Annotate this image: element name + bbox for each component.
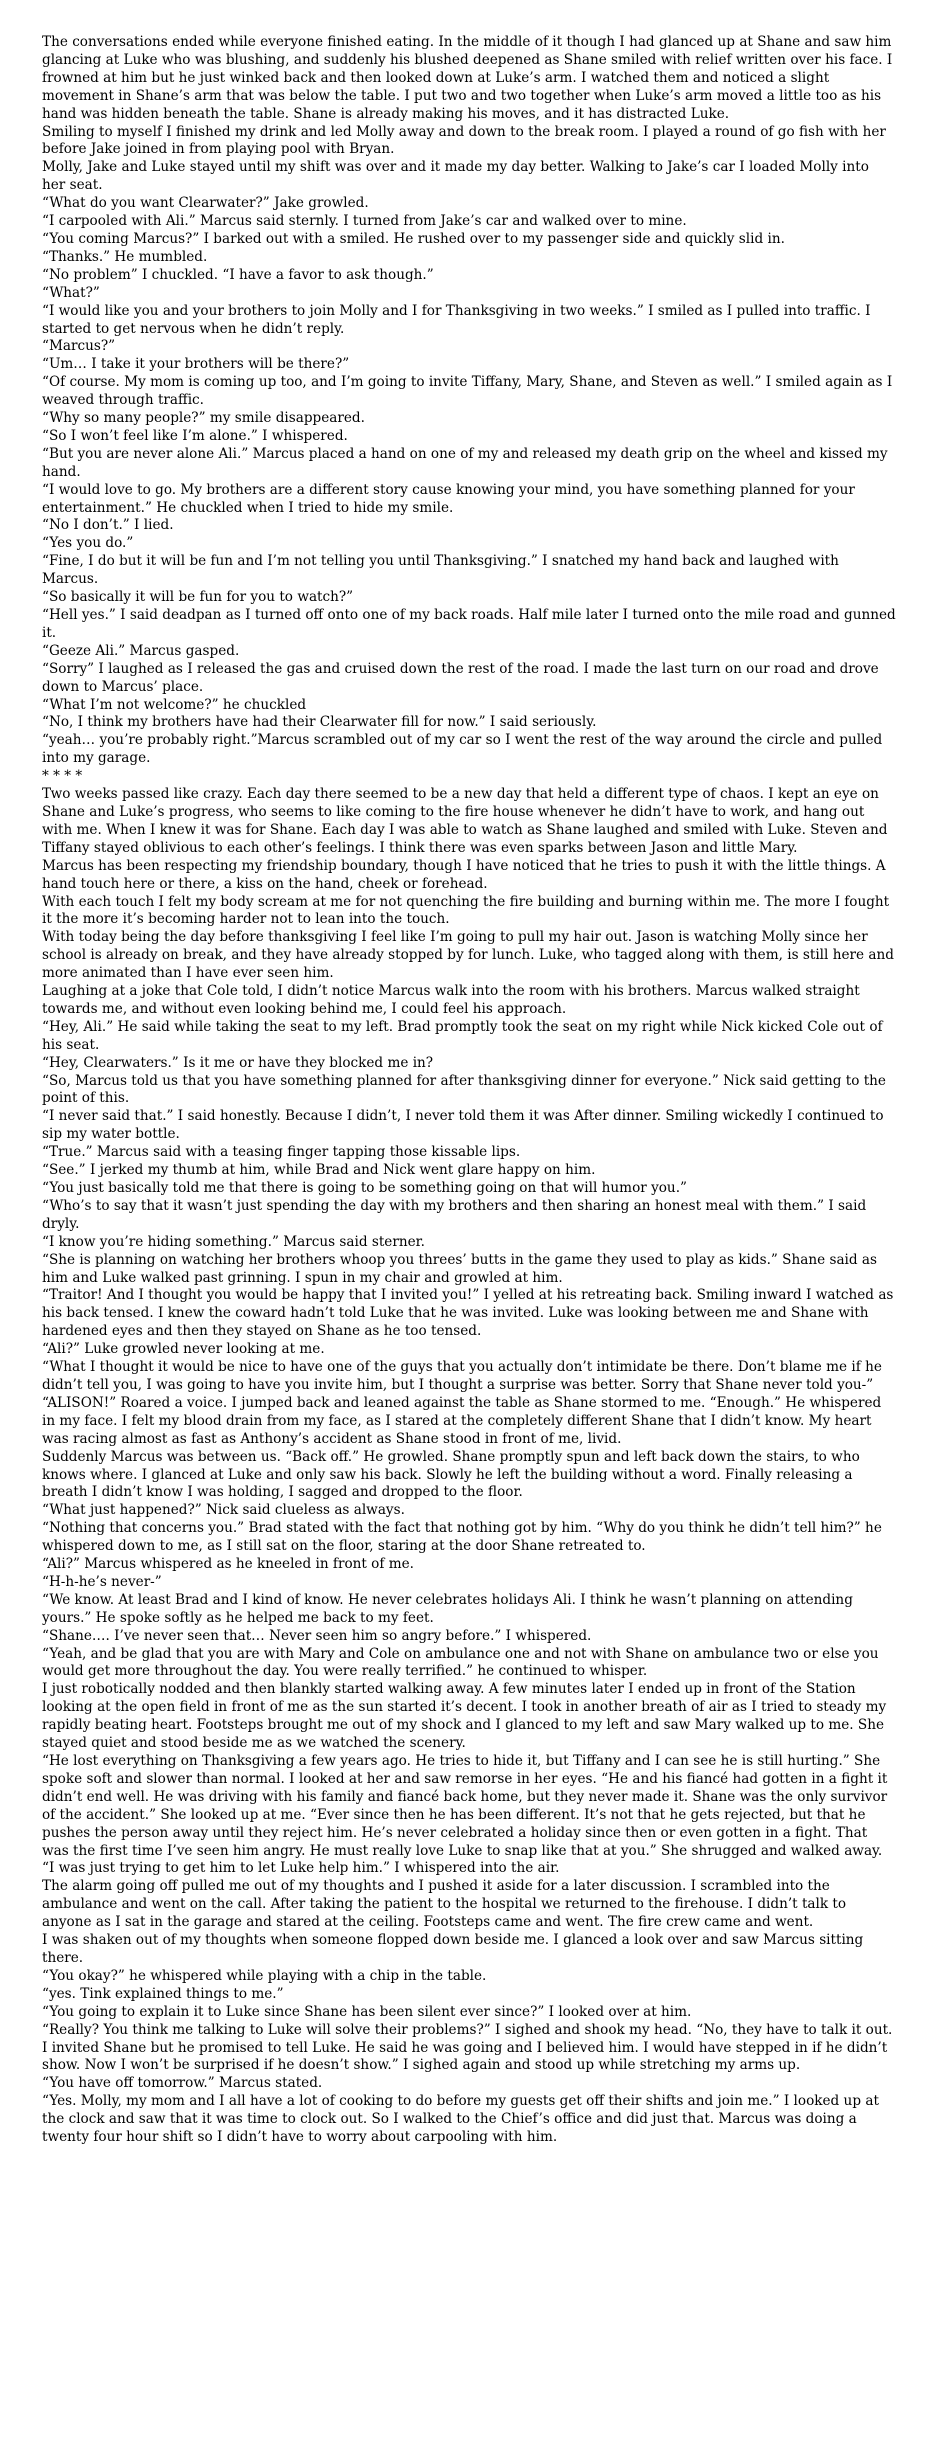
paragraph: Laughing at a joke that Cole told, I didn’t notice Marcus walk into the room with his brothers. Marcus walked straight towards me, and without even looking behind me, I could feel his approach.	[42, 983, 860, 1017]
paragraph: “What I thought it would be nice to have one of the guys that you actually don’t intimidate be there. Don’t blame me if he didn’t tell you, I was going to have you invite him, but I thought a surprise was better. Sorry that Shane never told you-”	[42, 1359, 882, 1393]
paragraph: “Yeah, and be glad that you are with Mary and Cole on ambulance one and not with Shane on ambulance two or else you would get more throughout the day. You were really terrified.” he continued to whisper.	[42, 1645, 879, 1680]
paragraph: I just robotically nodded and then blankly started walking away. A few minutes later I ended up in front of the Station looking at the open field in front of me as the sun started it’s decent. I took in another breath of air as I tried to steady my rapidly beating heart. Footsteps brought me out of my shock and I glanced to my left and saw Mary walked up to me. She stayed quiet and stood beside me as we watched the scenery.	[42, 1681, 887, 1752]
paragraph: “Nothing that concerns you.” Brad stated with the fact that nothing got by him. “Why do you think he didn’t tell him?” he whispered down to me, as I still sat on the floor, staring at the door Shane retreated to.	[42, 1520, 882, 1555]
paragraph: “True.” Marcus said with a teasing finger tapping those kissable lips.	[42, 1144, 521, 1161]
paragraph: “Ali?” Luke growled never looking at me.	[42, 1341, 325, 1358]
paragraph: “Hell yes.” I said deadpan as I turned off onto one of my back roads. Half mile later I turned onto the mile road and gunned it.	[42, 607, 896, 641]
paragraph: “Hey, Ali.” He said while taking the seat to my left. Brad promptly took the seat on my right while Nick kicked Cole out of his seat.	[42, 1018, 883, 1053]
paragraph: “yes. Tink explained things to me.”	[42, 1985, 284, 2002]
paragraph: “ALISON!” Roared a voice. I jumped back and leaned against the table as Shane stormed to me. “Enough.” He whispered in my face. I felt my blood drain from my face, as I stared at the completely different Shane that I didn’t know. My heart was racing almost as fast as Anthony’s accident as Shane stood in front of me, livid.	[42, 1394, 882, 1447]
paragraph: “We know. At least Brad and I kind of know. He never celebrates holidays Ali. I think he wasn’t planning on attending yours.” He spoke softly as he helped me back to my feet.	[42, 1591, 853, 1626]
paragraph: The conversations ended while everyone finished eating. In the middle of it though I had glanced up at Shane and saw him glancing at Luke who was blushing, and suddenly his blushed deepened as Shane smiled with relief written over his face. I frowned at him but he just winked back and then looked down at Luke’s arm. I watched them and noticed a slight movement in Shane’s arm that was below the table. I put two and two together when Luke’s arm moved a little too as his hand was hidden beneath the table. Shane is already making his moves, and it has distracted Luke.	[42, 34, 893, 122]
story-text	[42, 34, 896, 2147]
paragraph: “You coming Marcus?” I barked out with a smiled. He rushed over to my passenger side and quickly slid in.	[42, 230, 785, 247]
paragraph: “I know you’re hiding something.” Marcus said sterner.	[42, 1233, 425, 1250]
paragraph: The alarm going off pulled me out of my thoughts and I pushed it aside for a later discussion. I scrambled into the ambulance and went on the call. After taking the patient to the hospital we returned to the firehouse. I didn’t talk to anyone as I sat in the garage and stared at the ceiling. Footsteps came and went. The fire crew came and went.	[42, 1878, 847, 1931]
paragraph: Two weeks passed like crazy. Each day there seemed to be a new day that held a different type of chaos. I kept an eye on Shane and Luke’s progress, who seems to like coming to the fire house whenever he didn’t have to work, and hang out with me. When I knew it was for Shane. Each day I was able to watch as Shane laughed and smiled with Luke. Steven and Tiffany stayed oblivious to each other’s feelings. I think there was even sparks between Jason and little Mary.	[42, 786, 888, 856]
paragraph: “I was just trying to get him to let Luke help him.” I whispered into the air.	[42, 1860, 560, 1877]
paragraph: “Really? You think me talking to Luke will solve their problems?” I sighed and shook my head. “No, they have to talk it out. I invited Shane but he promised to tell Luke. He said he was going and I believed him. I would have stepped in if he didn’t show. Now I won’t be surprised if he doesn’t show.” I sighed again and stood up while stretching my arms up.	[42, 2021, 893, 2074]
paragraph: With today being the day before thanksgiving I feel like I’m going to pull my hair out. Jason is watching Molly since her school is already on break, and they have already stopped by for lunch. Luke, who tagged along with them, is still here and more animated than I have ever seen him.	[42, 929, 894, 982]
paragraph: “What do you want Clearwater?” Jake growled.	[42, 195, 369, 212]
paragraph: “I would love to go. My brothers are a different story cause knowing your mind, you have something planned for your entertainment.” He chuckled when I tried to hide my smile.	[42, 481, 855, 516]
paragraph: “So, Marcus told us that you have something planned for after thanksgiving dinner for everyone.” Nick said getting to the point of this.	[42, 1072, 886, 1107]
paragraph: “Who’s to say that it wasn’t just spending the day with my brothers and then sharing an honest meal with them.” I said dryly.	[42, 1197, 867, 1232]
paragraph: With each touch I felt my body scream at me for not quenching the fire building and burning within me. The more I fought it the more it’s becoming harder not to lean into the touch.	[42, 893, 890, 928]
paragraph: “Yes. Molly, my mom and I all have a lot of cooking to do before my guests get off their shifts and join me.” I looked up at the clock and saw that it was time to clock out. So I walked to the Chief’s office and did just that. Marcus was doing a twenty four hour shift so I didn’t have to worry about carpooling with him.	[42, 2093, 879, 2146]
paragraph: “Hey, Clearwaters.” Is it me or have they blocked me in?	[42, 1054, 434, 1071]
paragraph: “Thanks.” He mumbled.	[42, 248, 208, 265]
paragraph: “But you are never alone Ali.” Marcus placed a hand on one of my and released my death grip on the wheel and kissed my hand.	[42, 445, 888, 480]
paragraph: “Yes you do.”	[42, 535, 134, 552]
paragraph: “Sorry” I laughed as I released the gas and cruised down the rest of the road. I made the last turn on our road and drove down to Marcus’ place.	[42, 660, 879, 695]
paragraph: “No, I think my brothers have had their Clearwater fill for now.” I said seriously.	[42, 714, 597, 731]
paragraph: “So basically it will be fun for you to watch?”	[42, 589, 354, 606]
paragraph: “Um… I take it your brothers will be there?”	[42, 356, 350, 373]
paragraph: “What I’m not welcome?” he chuckled	[42, 696, 307, 713]
paragraph: Suddenly Marcus was between us. “Back off.” He growled. Shane promptly spun and left back down the stairs, to who knows where. I glanced at Luke and only saw his back. Slowly he left the building without a word. Finally releasing a breath I didn’t know I was holding, I sagged and dropped to the floor.	[42, 1448, 860, 1501]
paragraph: “yeah… you’re probably right.”Marcus scrambled out of my car so I went the rest of the way around the circle and pulled into my garage.	[42, 732, 883, 767]
paragraph: “I never said that.” I said honestly. Because I didn’t, I never told them it was After dinner. Smiling wickedly I continued to sip my water bottle.	[42, 1108, 884, 1143]
paragraph: “Traitor! And I thought you would be happy that I invited you!” I yelled at his retreating back. Smiling inward I watched as his back tensed. I knew the coward hadn’t told Luke that he was invited. Luke was looking between me and Shane with hardened eyes and then they stayed on Shane as he too tensed.	[42, 1287, 894, 1340]
paragraph: “He lost everything on Thanksgiving a few years ago. He tries to hide it, but Tiffany and I can see he is still hurting.” She spoke soft and slower than normal. I looked at her and saw remorse in her eyes. “He and his fiancé had gotten in a fight it didn’t end well. He was driving with his family and fiancé back home, but they never made it. Shane was the only survivor of the accident.” She looked up at me. “Ever since then he has been different. It’s not that he gets rejected, but that he pushes the person away until they reject him. He’s never celebrated a holiday since then or even gotten in a fight. That was the first time I’ve seen him angry. He must really love Luke to snap like that at you.” She shrugged and walked away.	[42, 1753, 888, 1859]
paragraph: “Geeze Ali.” Marcus gasped.	[42, 642, 240, 659]
paragraph: “Shane…. I’ve never seen that… Never seen him so angry before.” I whispered.	[42, 1627, 592, 1644]
paragraph: “You going to explain it to Luke since Shane has been silent ever since?” I looked over at him.	[42, 2003, 692, 2020]
paragraph: “Of course. My mom is coming up too, and I’m going to invite Tiffany, Mary, Shane, and Steven as well.” I smiled again as I weaved through traffic.	[42, 374, 893, 409]
paragraph: “No problem” I chuckled. “I have a favor to ask though.”	[42, 266, 434, 283]
paragraph: Smiling to myself I finished my drink and led Molly away and down to the break room. I played a round of go fish with her before Jake joined in from playing pool with Bryan.	[42, 123, 886, 158]
paragraph: “H-h-he’s never-”	[42, 1573, 162, 1590]
paragraph: I was shaken out of my thoughts when someone flopped down beside me. I glanced a look over and saw Marcus sitting there.	[42, 1932, 864, 1966]
paragraph: “Why so many people?” my smile disappeared.	[42, 410, 365, 427]
paragraph: “You have off tomorrow.” Marcus stated.	[42, 2075, 323, 2092]
paragraph: “Marcus?”	[42, 338, 116, 355]
paragraph: “What just happened?” Nick said clueless as always.	[42, 1502, 405, 1519]
paragraph: Molly, Jake and Luke stayed until my shift was over and it made my day better. Walking to Jake’s car I loaded Molly into her seat.	[42, 159, 869, 194]
paragraph: “You just basically told me that there is going to be something going on that will humor you.”	[42, 1180, 687, 1196]
paragraph: Marcus has been respecting my friendship boundary, though I have noticed that he tries to push it with the little things. A hand touch here or there, a kiss on the hand, cheek or forehead.	[42, 857, 886, 892]
paragraph: “You okay?” he whispered while playing with a chip in the table.	[42, 1967, 487, 1984]
paragraph: “She is planning on watching her brothers whoop you threes’ butts in the game they used to play as kids.” Shane said as him and Luke walked past grinning. I spun in my chair and growled at him.	[42, 1251, 877, 1286]
paragraph: “I would like you and your brothers to join Molly and I for Thanksgiving in two weeks.” I smiled as I pulled into traffic. I started to get nervous when he didn’t reply.	[42, 302, 871, 337]
paragraph: “I carpooled with Ali.” Marcus said sternly. I turned from Jake’s car and walked over to mine.	[42, 213, 687, 230]
paragraph: “See.” I jerked my thumb at him, while Brad and Nick went glare happy on him.	[42, 1162, 596, 1179]
paragraph: “So I won’t feel like I’m alone.” I whispered.	[42, 427, 348, 444]
paragraph: “No I don’t.” I lied.	[42, 517, 174, 534]
paragraph: “What?”	[42, 284, 100, 301]
paragraph: “Fine, I do but it will be fun and I’m not telling you until Thanksgiving.” I snatched my hand back and laughed with Marcus.	[42, 553, 839, 588]
paragraph: “Ali?” Marcus whispered as he kneeled in front of me.	[42, 1556, 414, 1573]
paragraph: * * * *	[42, 768, 83, 785]
